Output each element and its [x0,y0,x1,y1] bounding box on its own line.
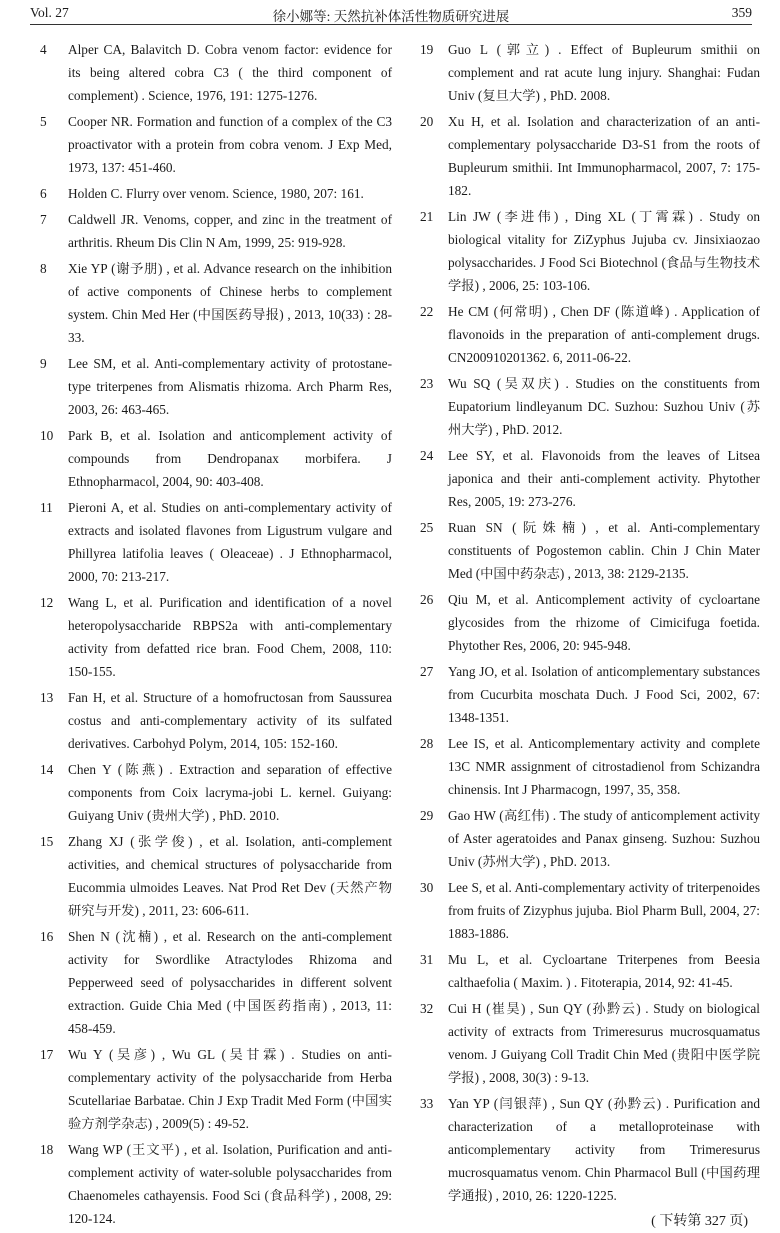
reference-item [420,876,760,945]
reference-number: 24 [420,448,434,463]
reference-number: 5 [40,114,47,129]
reference-column-right [420,38,760,1230]
reference-number: 25 [420,520,434,535]
reference-text: Gao HW (高红伟) . The study of anticomplement activity of Aster ageratoides and Panax ginseng. Suzhou: Suzhou Univ (苏州大学) , PhD. 2013. [448,808,760,869]
reference-text: Guo L (郭立) . Effect of Bupleurum smithii on complement and rat acute lung injury. Shanghai: Fudan Univ (复旦大学) , PhD. 2008. [448,42,760,103]
reference-number: 30 [420,880,434,895]
reference-item [420,38,760,107]
reference-number: 16 [40,929,54,944]
reference-number: 15 [40,834,54,849]
page-number: 359 [731,5,752,20]
reference-number: 6 [40,186,47,201]
running-header [30,2,752,25]
reference-number: 14 [40,762,54,777]
reference-text: Caldwell JR. Venoms, copper, and zinc in the treatment of arthritis. Rheum Dis Clin N Am, 1999, 25: 919-928. [68,212,392,250]
reference-text: Pieroni A, et al. Studies on anti-complementary activity of extracts and isolated flavones from Ligustrum vulgare and Phillyrea latifolia leaves ( Oleaceae) . J Ethnopharmacol, 2000, 70: 213-217. [68,500,392,584]
reference-number: 21 [420,209,434,224]
reference-number: 22 [420,304,434,319]
reference-item [420,588,760,657]
continued-note: ( 下转第 327 页) [651,1214,748,1229]
reference-text: Wang L, et al. Purification and identification of a novel heteropolysaccharide RBPS2a with anti-complementary activity from defatted rice bran. Food Chem, 2008, 110: 150-155. [68,595,392,679]
reference-text: Lee IS, et al. Anticomplementary activity and complete 13C NMR assignment of citrostadienol from Schizandra chinensis. Int J Pharmacogn, 1997, 35, 358. [448,736,760,797]
volume-label: Vol. 27 [30,5,69,20]
reference-text: Lee SY, et al. Flavonoids from the leaves of Litsea japonica and their anti-complement activity. Phytother Res, 2005, 19: 273-276. [448,448,760,509]
reference-number: 11 [40,500,53,515]
reference-item [40,686,392,755]
reference-text: Alper CA, Balavitch D. Cobra venom factor: evidence for its being altered cobra C3 ( the third component of complement) . Science, 1976, 191: 1275-1276. [68,42,392,103]
reference-item [40,208,392,254]
reference-text: Mu L, et al. Cycloartane Triterpenes from Beesia calthaefolia ( Maxim. ) . Fitoterapia, 2014, 92: 41-45. [448,952,760,990]
reference-number: 9 [40,356,47,371]
reference-number: 4 [40,42,47,57]
reference-number: 8 [40,261,47,276]
reference-text: Xie YP (谢予朋) , et al. Advance research on the inhibition of active components of Chinese herbs to complement system. Chin Med Her (中国医药导报) , 2013, 10(33) : 28-33. [68,261,392,345]
reference-text: Zhang XJ (张学俊) , et al. Isolation, anti-complement activities, and chemical structures of polysaccharide from Eucommia ulmoides Leaves. Nat Prod Ret Dev (天然产物研究与开发) , 2011, 23: 606-611. [68,834,392,918]
reference-text: Lin JW (李进伟) , Ding XL (丁霄霖) . Study on biological vitality for ZiZyphus Jujuba cv. Jinsixiaozao polysaccharides. J Food Sci Biotechnol (食品与生物技术学报) , 2006, 25: 103-106. [448,209,760,293]
reference-item [40,758,392,827]
reference-number: 13 [40,690,54,705]
reference-item [40,591,392,683]
reference-text: Yan YP (闫银萍) , Sun QY (孙黔云) . Purification and characterization of a metalloproteinase with anticomplementary activity from Trimeresurus mucrosquamatus venom. Chin Pharmacol Bull (中国药理学通报) , 2010, 26: 1220-1225. [448,1096,760,1203]
reference-item [420,1092,760,1207]
reference-number: 23 [420,376,434,391]
reference-item [40,110,392,179]
reference-item [420,516,760,585]
reference-item [420,732,760,801]
reference-text: Wu Y (吴彦) , Wu GL (吴甘霖) . Studies on anti-complementary activity of the polysaccharide from Herba Scutellariae Barbatae. Chin J Exp Tradit Med Form (中国实验方剂学杂志) , 2009(5) : 49-52. [68,1047,392,1131]
reference-item [420,205,760,297]
reference-item [40,38,392,107]
reference-item [420,660,760,729]
reference-item [40,496,392,588]
reference-item [40,424,392,493]
reference-number: 29 [420,808,434,823]
reference-text: Qiu M, et al. Anticomplement activity of cycloartane glycosides from the rhizome of Cimicifuga foetida. Phytother Res, 2006, 20: 945-948. [448,592,760,653]
reference-text: Xu H, et al. Isolation and characterization of an anti-complementary polysaccharide D3-S1 from the roots of Bupleurum smithii. Int Immunopharmacol, 2007, 7: 175-182. [448,114,760,198]
reference-number: 32 [420,1001,434,1016]
reference-text: Yang JO, et al. Isolation of anticomplementary substances from Cucurbita moschata Duch. J Food Sci, 2002, 67: 1348-1351. [448,664,760,725]
reference-number: 10 [40,428,54,443]
reference-text: Park B, et al. Isolation and anticomplement activity of compounds from Dendropanax morbifera. J Ethnopharmacol, 2004, 90: 403-408. [68,428,392,489]
reference-number: 20 [420,114,434,129]
reference-item [420,372,760,441]
running-title: 徐小娜等: 天然抗补体活性物质研究进展 [272,9,510,24]
reference-text: Ruan SN (阮姝楠) , et al. Anti-complementary constituents of Pogostemon cablin. Chin J Chin Mater Med (中国中药杂志) , 2013, 38: 2129-2135. [448,520,760,581]
reference-item [420,948,760,994]
reference-number: 28 [420,736,434,751]
reference-column-left [40,38,392,1233]
reference-text: He CM (何常明) , Chen DF (陈道峰) . Application of flavonoids in the preparation of anti-complement drugs. CN200910201362. 6, 2011-06-22. [448,304,760,365]
reference-number: 26 [420,592,434,607]
reference-text: Fan H, et al. Structure of a homofructosan from Saussurea costus and anti-complementary activity of its sulfated derivatives. Carbohyd Polym, 2014, 105: 152-160. [68,690,392,751]
reference-number: 27 [420,664,434,679]
reference-number: 33 [420,1096,434,1111]
reference-item [40,925,392,1040]
reference-number: 19 [420,42,434,57]
reference-text: Wu SQ (吴双庆) . Studies on the constituents from Eupatorium lindleyanum DC. Suzhou: Suzhou Univ (苏州大学) , PhD. 2012. [448,376,760,437]
reference-item [40,257,392,349]
reference-number: 12 [40,595,54,610]
reference-number: 17 [40,1047,54,1062]
reference-text: Holden C. Flurry over venom. Science, 1980, 207: 161. [68,186,364,201]
reference-text: Lee SM, et al. Anti-complementary activity of protostane-type triterpenes from Alismatis rhizoma. Arch Pharm Res, 2003, 26: 463-465. [68,356,392,417]
reference-item [40,1043,392,1135]
reference-text: Wang WP (王文平) , et al. Isolation, Purification and anti-complement activity of water-soluble polysaccharides from Chaenomeles cathayensis. Food Sci (食品科学) , 2008, 29: 120-124. [68,1142,392,1226]
reference-item [40,182,392,205]
reference-item [420,300,760,369]
reference-number: 31 [420,952,434,967]
reference-item [420,444,760,513]
reference-item [420,804,760,873]
reference-item [40,1138,392,1230]
reference-text: Cui H (崔昊) , Sun QY (孙黔云) . Study on biological activity of extracts from Trimeresurus mucrosquamatus venom. J Guiyang Coll Tradit Chin Med (贵阳中医学院学报) , 2008, 30(3) : 9-13. [448,1001,760,1085]
reference-item [40,352,392,421]
reference-item [40,830,392,922]
reference-item [420,110,760,202]
reference-number: 7 [40,212,47,227]
reference-text: Lee S, et al. Anti-complementary activity of triterpenoides from fruits of Zizyphus jujuba. Biol Pharm Bull, 2004, 27: 1883-1886. [448,880,760,941]
reference-number: 18 [40,1142,54,1157]
reference-list-right [420,38,760,1207]
reference-text: Shen N (沈楠) , et al. Research on the anti-complement activity for Swordlike Atractylodes Rhizoma and Pepperweed seed of polysaccharides in different solvent extraction. Guide Chia Med (中国医药指南) , 2013, 11: 458-459. [68,929,392,1036]
reference-text: Chen Y (陈燕) . Extraction and separation of effective components from Coix lacryma-jobi L. kernel. Guiyang: Guiyang Univ (贵州大学) , PhD. 2010. [68,762,392,823]
reference-item [420,997,760,1089]
reference-text: Cooper NR. Formation and function of a complex of the C3 proactivator with a protein from cobra venom. J Exp Med, 1973, 137: 451-460. [68,114,392,175]
